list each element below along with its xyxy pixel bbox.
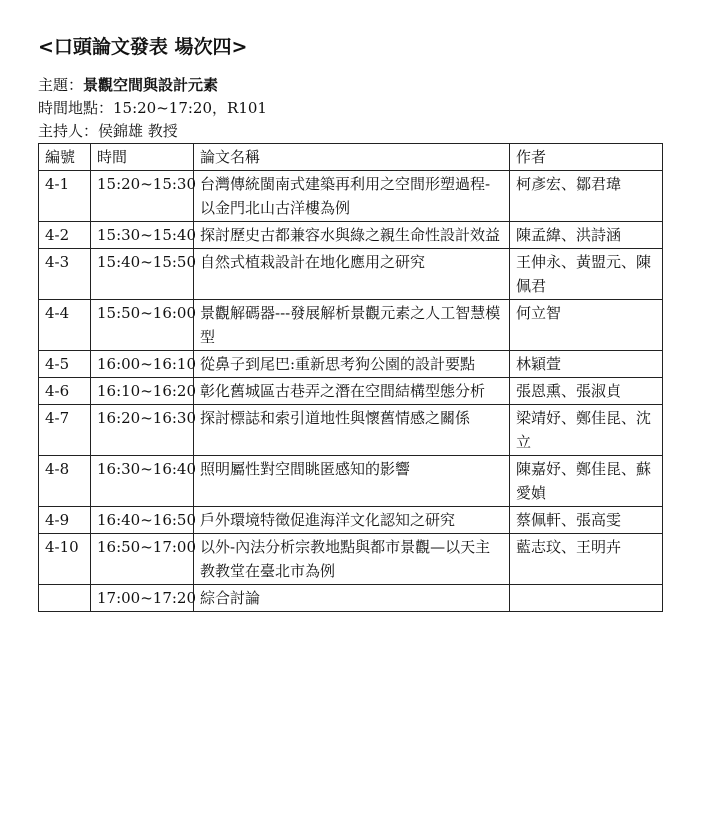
- row-title: 綜合討論: [194, 585, 510, 612]
- table-row: [39, 585, 663, 612]
- row-time: 16:30~16:40: [91, 456, 194, 507]
- row-author: 何立智: [510, 300, 663, 351]
- row-time: 15:50~16:00: [91, 300, 194, 351]
- table-row: [39, 405, 663, 456]
- row-time: 16:20~16:30: [91, 405, 194, 456]
- row-code: 4-3: [39, 249, 91, 300]
- table-row: [39, 456, 663, 507]
- row-time: 15:30~15:40: [91, 222, 194, 249]
- table-row: [39, 378, 663, 405]
- row-time: 16:00~16:10: [91, 351, 194, 378]
- row-author: 藍志玟、王明卉: [510, 534, 663, 585]
- row-title: 彰化舊城區古巷弄之潛在空間結構型態分析: [194, 378, 510, 405]
- row-code: 4-1: [39, 171, 91, 222]
- time-place-line: 時間地點：15:20~17:20，R101: [38, 99, 267, 117]
- topic-value: 景觀空間與設計元素: [83, 76, 219, 94]
- row-author: 林穎萱: [510, 351, 663, 378]
- table-row: [39, 507, 663, 534]
- row-author: 梁靖妤、鄭佳昆、沈立: [510, 405, 663, 456]
- header-code: 編號: [39, 144, 91, 171]
- table-row: [39, 222, 663, 249]
- row-time: 16:10~16:20: [91, 378, 194, 405]
- header-author: 作者: [510, 144, 663, 171]
- header-time: 時間: [91, 144, 194, 171]
- row-author: 陳孟緯、洪詩涵: [510, 222, 663, 249]
- row-code: 4-10: [39, 534, 91, 585]
- row-author: 柯彥宏、鄒君瑋: [510, 171, 663, 222]
- row-title: 自然式植栽設計在地化應用之研究: [194, 249, 510, 300]
- table-row: [39, 534, 663, 585]
- row-title: 台灣傳統閩南式建築再利用之空間形塑過程-以金門北山古洋樓為例: [194, 171, 510, 222]
- row-title: 戶外環境特徵促進海洋文化認知之研究: [194, 507, 510, 534]
- table-header-row: [39, 144, 663, 171]
- row-title: 照明屬性對空間眺匿感知的影響: [194, 456, 510, 507]
- row-title: 景觀解碼器---發展解析景觀元素之人工智慧模型: [194, 300, 510, 351]
- row-code: 4-2: [39, 222, 91, 249]
- row-author: [510, 585, 663, 612]
- host-line: 主持人：侯錦雄 教授: [38, 122, 178, 140]
- row-author: 陳嘉妤、鄭佳昆、蘇愛媜: [510, 456, 663, 507]
- row-author: 張恩熏、張淑貞: [510, 378, 663, 405]
- session-heading: <口頭論文發表 場次四>: [38, 36, 248, 58]
- table-row: [39, 171, 663, 222]
- row-title: 從鼻子到尾巴:重新思考狗公園的設計要點: [194, 351, 510, 378]
- row-title: 以外-內法分析宗教地點與都市景觀—以天主教教堂在臺北市為例: [194, 534, 510, 585]
- row-code: 4-6: [39, 378, 91, 405]
- row-code: 4-5: [39, 351, 91, 378]
- schedule-table: [38, 143, 663, 612]
- row-code: 4-8: [39, 456, 91, 507]
- topic-label: 主題：: [38, 76, 84, 94]
- row-author: 王伸永、黃盟元、陳佩君: [510, 249, 663, 300]
- row-code: 4-4: [39, 300, 91, 351]
- row-code: 4-7: [39, 405, 91, 456]
- row-time: 16:40~16:50: [91, 507, 194, 534]
- row-title: 探討標誌和索引道地性與懷舊情感之關係: [194, 405, 510, 456]
- row-author: 蔡佩軒、張高雯: [510, 507, 663, 534]
- row-time: 16:50~17:00: [91, 534, 194, 585]
- table-row: [39, 351, 663, 378]
- row-time: 15:40~15:50: [91, 249, 194, 300]
- row-time: 17:00~17:20: [91, 585, 194, 612]
- row-code: 4-9: [39, 507, 91, 534]
- row-title: 探討歷史古都兼容水與綠之親生命性設計效益: [194, 222, 510, 249]
- document-page: [38, 34, 670, 612]
- table-row: [39, 249, 663, 300]
- row-time: 15:20~15:30: [91, 171, 194, 222]
- row-code: [39, 585, 91, 612]
- header-title: 論文名稱: [194, 144, 510, 171]
- topic-line: [38, 74, 670, 97]
- table-row: [39, 300, 663, 351]
